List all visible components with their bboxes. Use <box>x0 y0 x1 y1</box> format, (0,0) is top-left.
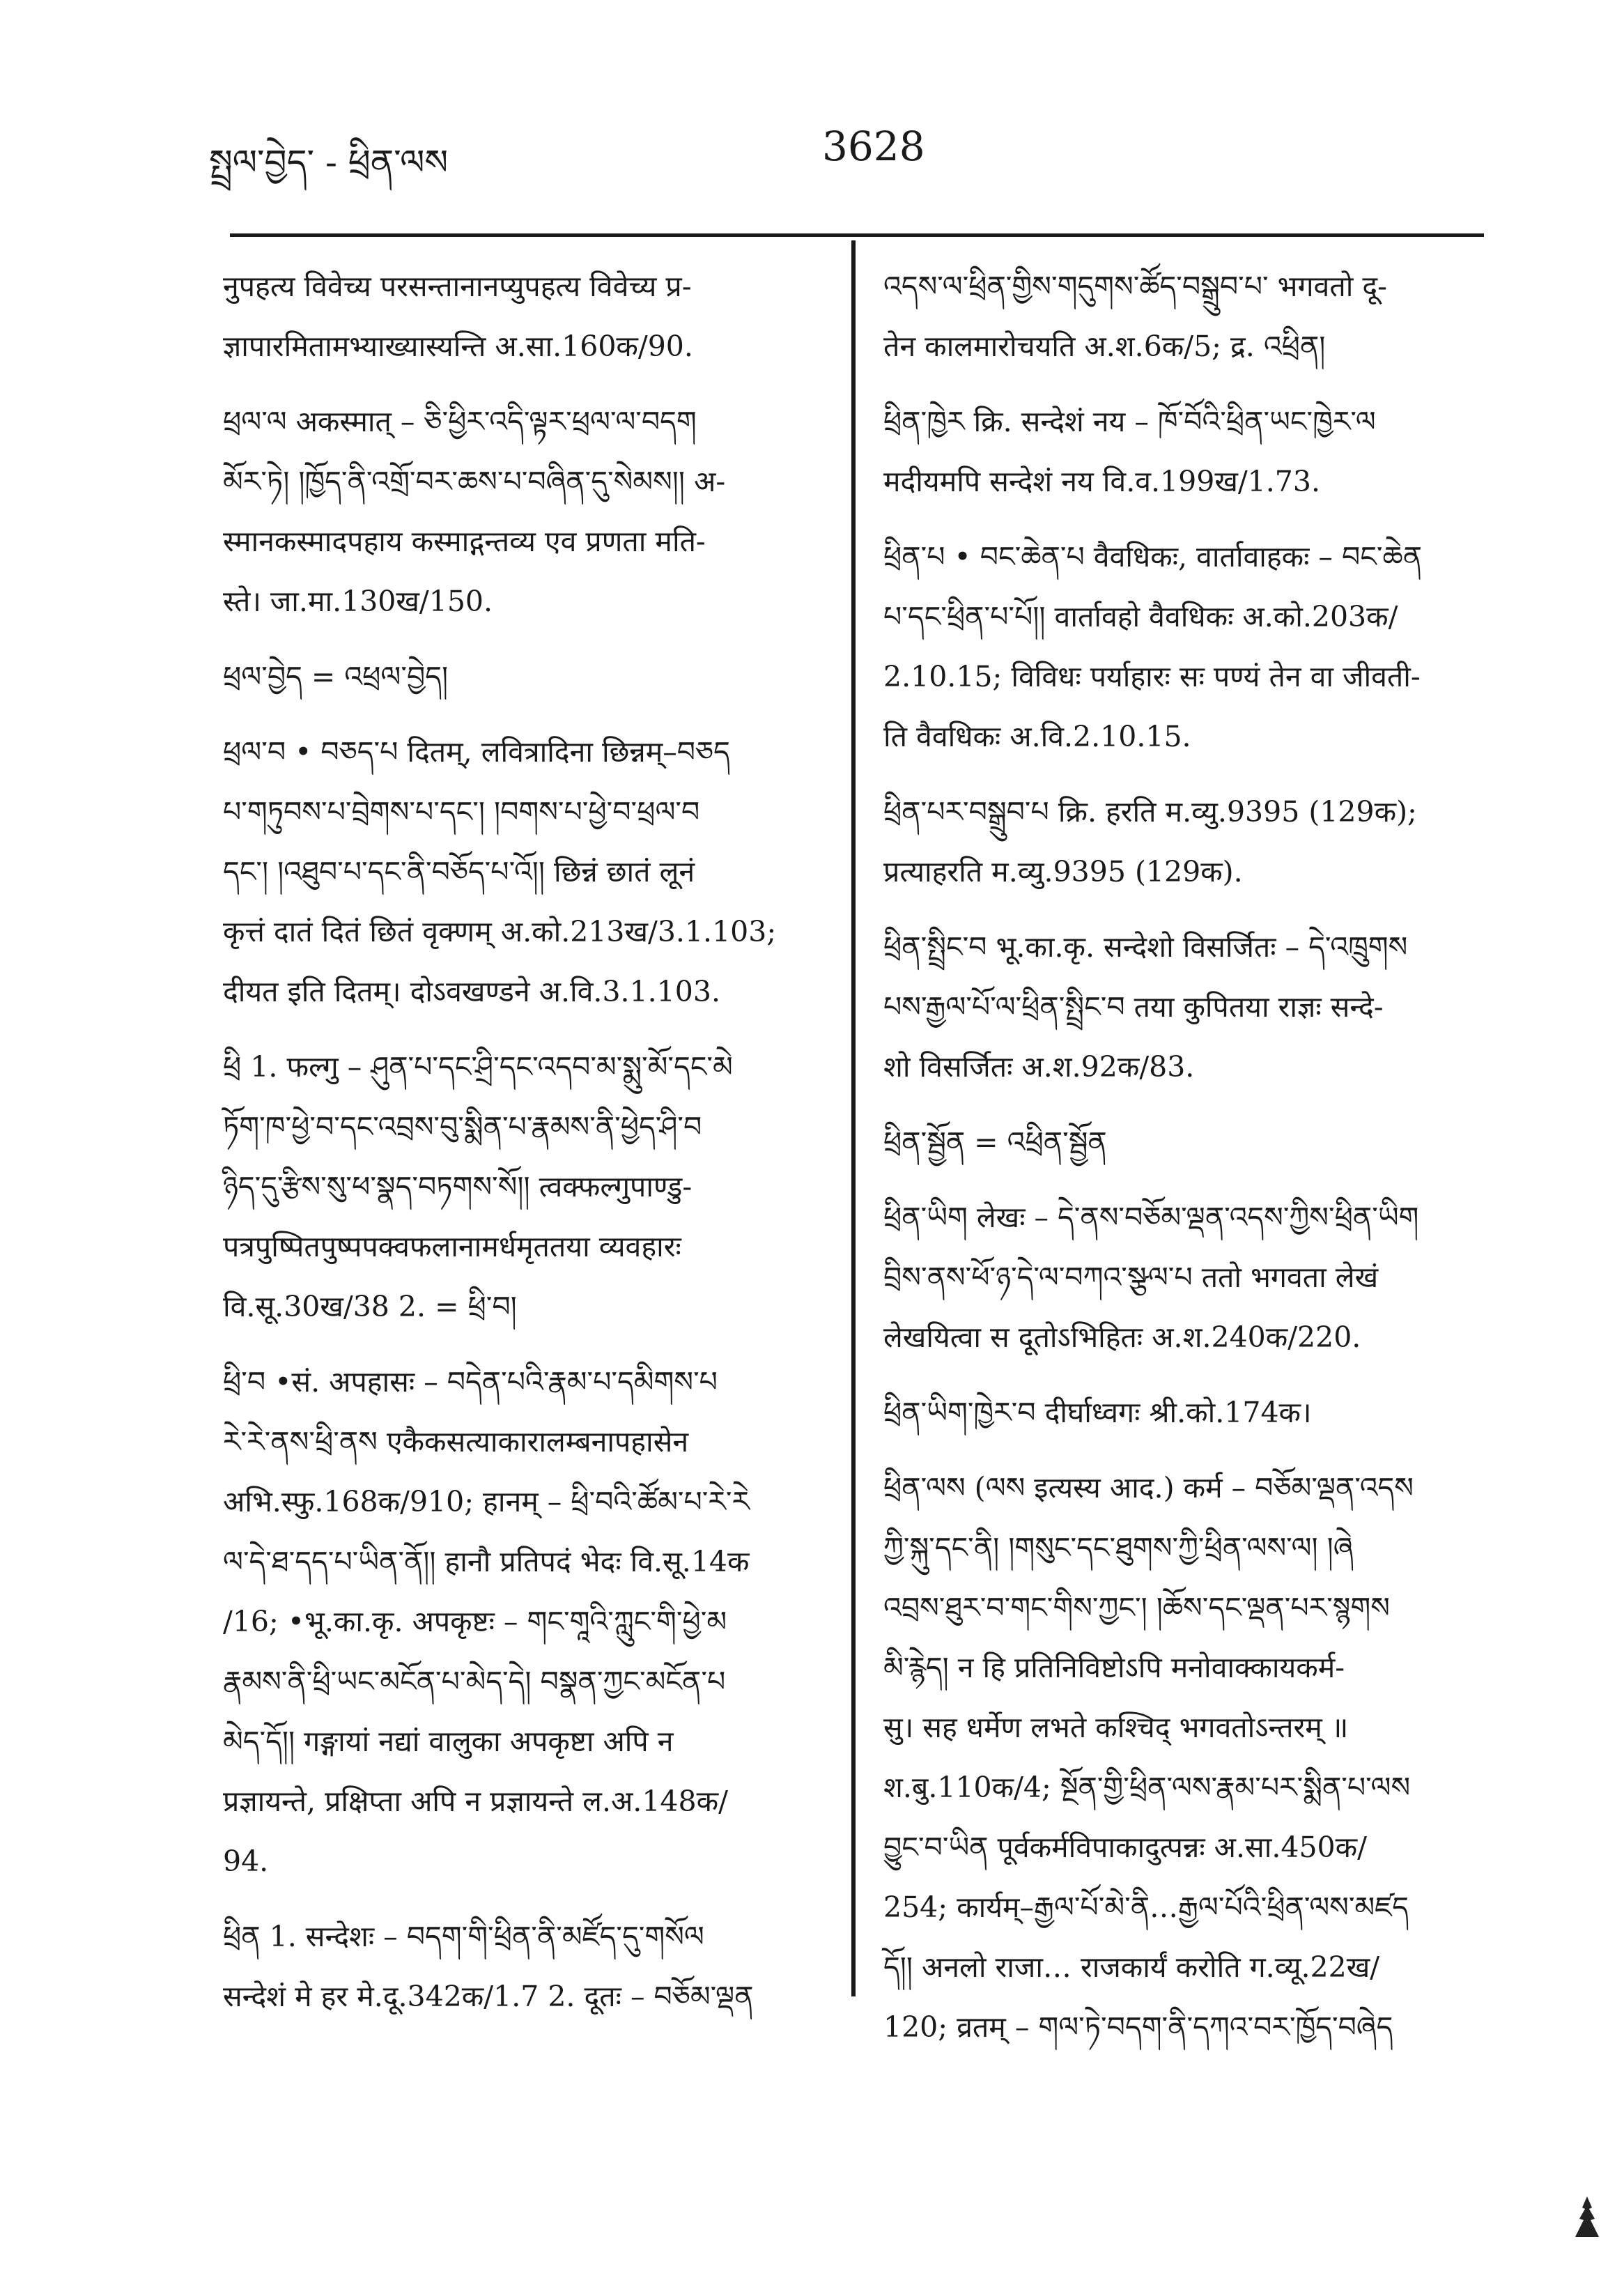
dictionary-entry <box>883 392 1483 511</box>
entry-line: लेखयित्वा स दूतोऽभिहितः अ.श.240क/220. <box>883 1321 1361 1354</box>
entry-line: /16; •भू.का.कृ. अपकृष्टः – གང་གཱའི་ཀླུང་གི་ཕྱེ་མ <box>223 1605 727 1638</box>
entry-line: མི་རྙེད། न हि प्रतिनिविष्टोऽपि मनोवाक्कायकर्म- <box>883 1651 1345 1684</box>
entry-line: ཕྲིན་ལས (ལས इत्यस्य आद.) कर्म – བཅོམ་ལྡན་འདས <box>883 1471 1414 1504</box>
entry-line: नुपहत्य विवेच्य परसन्तानानप्युपहत्य विवेच्य प्र- <box>223 270 692 303</box>
dictionary-entry <box>223 1352 822 1891</box>
entry-line: तेन कालमारोचयति अ.श.6क/5; द्र. འཕྲིན། <box>883 330 1326 363</box>
entry-line: वि.सू.30ख/38 2. = ཕྲི་བ། <box>223 1290 517 1323</box>
entry-line: ཕྲིན 1. सन्देशः – བདག་གི་ཕྲིན་ནི་མཛོད་དུ་གསོལ <box>223 1920 704 1953</box>
entry-line: པས་རྒྱལ་པོ་ལ་ཕྲིན་སྤྲིང་བ तया कुपितया राज्ञः सन्दे- <box>883 990 1384 1024</box>
entry-line: ཕྲི 1. फल्गु – ཤུན་པ་དང་ཤྲི་དང་འདབ་མ་སྨུ་མོ་དང་མེ <box>223 1050 733 1084</box>
entry-line: ལ་དེ་ཐ་དད་པ་ཡིན་ནོ།། हानौ प्रतिपदं भेदः वि.सू.14क <box>223 1545 750 1578</box>
dictionary-entry <box>883 1383 1483 1442</box>
entry-line: स्ते। जा.मा.130ख/150. <box>223 585 493 618</box>
entry-line: ཕྲིན་ཡིག་ཁྱེར་བ दीर्घाध्वगः श्री.को.174क। <box>883 1396 1312 1429</box>
running-head: སྤྲལ་བྱེད་ - ཕྲིན་ལས <box>209 142 449 183</box>
entry-line: 254; कार्यम्–རྒྱལ་པོ་མེ་ནི…རྒྱལ་པོའི་ཕྲིན་ལས་མཛད <box>883 1891 1409 1924</box>
entry-line: ཏོག་ཁ་ཕྱེ་བ་དང་འབྲས་བུ་སྨིན་པ་རྣམས་ནི་ཕྱེད་ཤི་བ <box>223 1110 702 1144</box>
dictionary-entry <box>223 1907 822 2026</box>
entry-line: ཉིད་དུ་རྩིས་སུ་ཕ་སྣད་བཏགས་སོ།། त्वक्फल्गुपाण्डु- <box>223 1170 693 1203</box>
entry-line: བྲིས་ནས་ཕོ་ཉ་དེ་ལ་བཀའ་སྩལ་པ ततो भगवता लेखं <box>883 1261 1379 1294</box>
entry-line: 94. <box>223 1845 269 1878</box>
entry-line: རེ་རེ་ནས་ཕྲི་ནས एकैकसत्याकारालम्बनापहासेन <box>223 1425 689 1458</box>
scan-artifact-icon <box>1571 2195 1603 2240</box>
entry-line: ཕྲལ་ལ अकस्मात् – ཅི་ཕྱིར་འདི་ལྟར་ཕྲལ་ལ་བདག <box>223 405 697 438</box>
entry-line: स्मानकस्मादपहाय कस्माद्गन्तव्य एव प्रणता मति- <box>223 525 706 558</box>
entry-line: རྣམས་ནི་ཕྲི་ཡང་མངོན་པ་མེད་དེ། བསྣན་ཀྱང་མངོན་པ <box>223 1665 726 1698</box>
entry-line: མེད་དོ།། गङ्गायां नद्यां वालुका अपकृष्टा अपि न <box>223 1725 674 1758</box>
dictionary-entry <box>883 1458 1483 2057</box>
entry-line: བྱུང་བ་ཡིན पूर्वकर्मविपाकादुत्पन्नः अ.सा.450क/ <box>883 1831 1367 1864</box>
entry-line: सन्देशं मे हर मे.दू.342क/1.7 2. दूतः – བཅོམ་ལྡན <box>223 1980 754 2013</box>
dictionary-entry <box>883 917 1483 1097</box>
entry-line: अभि.स्फु.168क/910; हानम् – ཕྲི་བའི་ཚོམ་པ་རེ་རེ <box>223 1485 750 1518</box>
column-divider <box>851 240 856 1996</box>
entry-line: ཕྲིན་པར་བསྒྲུབ་པ क्रि. हरति म.व्यु.9395 (129क); <box>883 795 1417 829</box>
entry-line: पत्रपुष्पितपुष्पपक्वफलानामर्धमृततया व्यवहारः <box>223 1230 681 1263</box>
entry-line: ति वैवधिकः अ.वि.2.10.15. <box>883 720 1191 753</box>
entry-line: ज्ञापारमितामभ्याख्यास्यन्ति अ.सा.160क/90. <box>223 330 693 363</box>
entry-line: ཕྲི་བ •सं. अपहासः – བདེན་པའི་རྣམ་པ་དམིགས་པ <box>223 1365 718 1399</box>
right-column <box>883 256 1483 2072</box>
entry-line: ཕྲིན་པ • བང་ཆེན་པ वैवधिकः, वार्तावाहकः – བང་ཆེན <box>883 540 1423 573</box>
entry-line: ཕྲིན་ཁྱེར क्रि. सन्देशं नय – ཁོ་བོའི་ཕྲིན་ཡང་ཁྱེར་ལ <box>883 405 1376 438</box>
entry-line: དང་། །འཐུབ་པ་དང་ནི་བཅོད་པ་འོ།། छिन्नं छातं लूनं <box>223 855 695 888</box>
entry-line: मदीयमपि सन्देशं नय वि.व.199ख/1.73. <box>883 465 1320 498</box>
dictionary-entry <box>883 1112 1483 1172</box>
entry-line: प्रज्ञायन्ते, प्रक्षिप्ता अपि न प्रज्ञायन्ते ल.अ.148क/ <box>223 1785 728 1818</box>
entry-line: འབྲས་ཐུར་བ་གང་གིས་ཀྱང་། །ཆོས་དང་ལྡན་པར་སྙགས <box>883 1591 1390 1624</box>
entry-line: 120; व्रतम् – གལ་ཏེ་བདག་ནི་དཀའ་བར་ཁྱོད་བཞེད <box>883 2010 1393 2044</box>
entry-line: श.बु.110क/4; སྔོན་གྱི་ཕྲིན་ལས་རྣམ་པར་སྨིན་པ་ལས <box>883 1771 1411 1804</box>
entry-line: ཕྲལ་བྱེད = འཕྲལ་བྱེད། <box>223 660 449 693</box>
entry-line: सु। सह धर्मेण लभते कश्चिद् भगवतोऽन्तरम् ॥ <box>883 1711 1349 1744</box>
entry-line: འདས་ལ་ཕྲིན་གྱིས་གདུགས་ཚོད་བསྒྲུབ་པ་ भगवतो दू- <box>883 270 1387 303</box>
page-number: 3628 <box>822 123 925 170</box>
dictionary-entry <box>223 722 822 1022</box>
entry-line: प्रत्याहरति म.व्यु.9395 (129क). <box>883 855 1243 888</box>
entry-line: ཕྲིན་ཡིག लेखः – དེ་ནས་བཅོམ་ལྡན་འདས་ཀྱིས་ཕྲིན་ཡིག <box>883 1201 1419 1234</box>
entry-line: མོར་ཏེ། །ཁྱོད་ནི་འགྲོ་བར་ཆས་པ་བཞིན་དུ་སེམས།། अ- <box>223 465 726 498</box>
entry-line: དོ།། अनलो राजा… राजकार्यं करोति ग.व्यू.22ख/ <box>883 1950 1380 1984</box>
dictionary-entry <box>883 782 1483 902</box>
dictionary-entry <box>223 647 822 707</box>
dictionary-entry <box>223 1037 822 1337</box>
entry-line: ཕྲིན་སྦྱོན = འཕྲིན་སྦྱོན <box>883 1125 1107 1159</box>
header-rule <box>230 233 1484 237</box>
entry-line: ཕྲལ་བ • བཅད་པ दितम्, लवित्रादिना छिन्नम्–བཅད <box>223 735 730 769</box>
dictionary-entry <box>883 527 1483 767</box>
entry-line: दीयत इति दितम्। दोऽवखण्डने अ.वि.3.1.103. <box>223 975 720 1008</box>
left-column <box>223 256 822 2042</box>
entry-line: པ་དང་ཕྲིན་པ་པོ།། वार्तावहो वैवधिकः अ.को.203क/ <box>883 600 1398 633</box>
entry-line: 2.10.15; विविधः पर्याहारः सः पण्यं तेन वा जीवती- <box>883 660 1421 693</box>
entry-line: शो विसर्जितः अ.श.92क/83. <box>883 1050 1195 1084</box>
dictionary-entry <box>223 256 822 376</box>
dictionary-entry <box>883 256 1483 376</box>
entry-line: ཕྲིན་སྤྲིང་བ भू.का.कृ. सन्देशो विसर्जितः – དེ་འཁྲུགས <box>883 930 1408 964</box>
entry-line: कृत्तं दातं दितं छितं वृक्णम् अ.को.213ख/3.1.103; <box>223 915 777 948</box>
dictionary-entry <box>883 1187 1483 1367</box>
entry-line: པ་གཏུབས་པ་བྲེགས་པ་དང་། །བགས་པ་ཕྱེ་བ་ཕྲལ་བ <box>223 795 700 829</box>
dictionary-entry <box>223 392 822 631</box>
entry-line: ཀྱི་སྐུ་དང་ནི། །གསུང་དང་ཐུགས་ཀྱི་ཕྲིན་ལས་ལ། །ཞེ <box>883 1531 1354 1564</box>
